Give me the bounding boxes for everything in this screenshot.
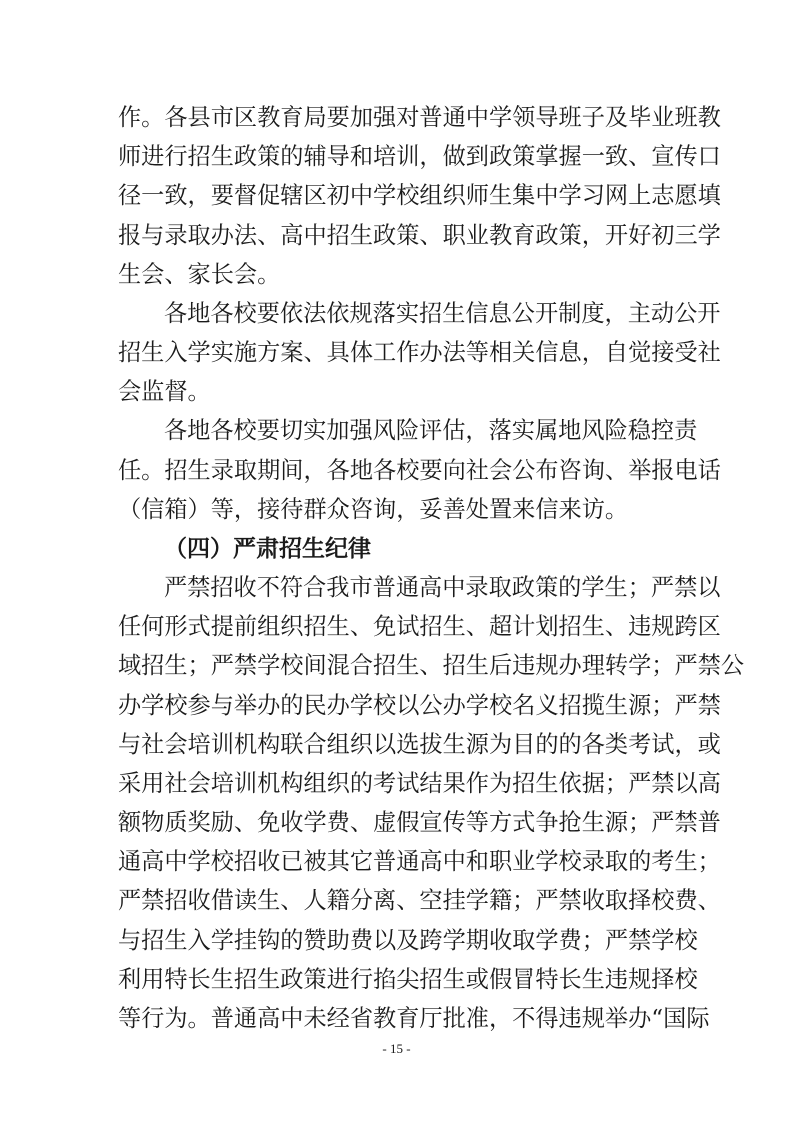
paragraph-1-line-3: 径一致，要督促辖区初中学校组织师生集中学习网上志愿填	[118, 182, 721, 209]
paragraph-4-line-12: 等行为。普通高中未经省教育厅批准，不得违规举办“国际	[118, 1005, 710, 1032]
paragraph-1-line-2: 师进行招生政策的辅导和培训，做到政策掌握一致、宣传口	[118, 143, 721, 170]
paragraph-4-line-8: 通高中学校招收已被其它普通高中和职业学校录取的考生；	[118, 848, 721, 875]
paragraph-4-line-10: 与招生入学挂钩的赞助费以及跨学期收取学费；严禁学校	[118, 927, 698, 954]
paragraph-3-line-1: 各地各校要切实加强风险评估，落实属地风险稳控责	[164, 417, 698, 444]
paragraph-1-line-5: 生会、家长会。	[118, 261, 281, 288]
paragraph-2-line-2: 招生入学实施方案、具体工作办法等相关信息，自觉接受社	[118, 339, 721, 366]
paragraph-1-line-4: 报与录取办法、高中招生政策、职业教育政策，开好初三学	[118, 222, 721, 249]
paragraph-4-line-4: 办学校参与举办的民办学校以公办学校名义招揽生源；严禁	[118, 692, 721, 719]
paragraph-4-line-2: 任何形式提前组织招生、免试招生、超计划招生、违规跨区	[118, 613, 721, 640]
paragraph-4-line-9: 严禁招收借读生、人籍分离、空挂学籍；严禁收取择校费、	[118, 887, 721, 914]
paragraph-4-line-7: 额物质奖励、免收学费、虚假宣传等方式争抢生源；严禁普	[118, 809, 721, 836]
paragraph-4-line-1: 严禁招收不符合我市普通高中录取政策的学生；严禁以	[164, 574, 721, 601]
paragraph-4-line-6: 采用社会培训机构组织的考试结果作为招生依据；严禁以高	[118, 770, 721, 797]
paragraph-4-line-5: 与社会培训机构联合组织以选拔生源为目的的各类考试，或	[118, 731, 721, 758]
paragraph-1-line-1: 作。各县市区教育局要加强对普通中学领导班子及毕业班教	[118, 104, 721, 131]
paragraph-4-line-11: 利用特长生招生政策进行掐尖招生或假冒特长生违规择校	[118, 966, 698, 993]
page-number: - 15 -	[382, 1041, 411, 1056]
paragraph-3-line-2: 任。招生录取期间，各地各校要向社会公布咨询、举报电话	[118, 457, 721, 484]
paragraph-4-line-3: 域招生；严禁学校间混合招生、招生后违规办理转学；严禁公	[118, 652, 745, 679]
paragraph-3-line-3: （信箱）等，接待群众咨询，妥善处置来信来访。	[118, 496, 629, 523]
paragraph-2-line-1: 各地各校要依法依规落实招生信息公开制度，主动公开	[164, 300, 721, 327]
paragraph-2-line-3: 会监督。	[118, 378, 211, 405]
section-heading: （四）严肃招生纪律	[164, 535, 371, 562]
